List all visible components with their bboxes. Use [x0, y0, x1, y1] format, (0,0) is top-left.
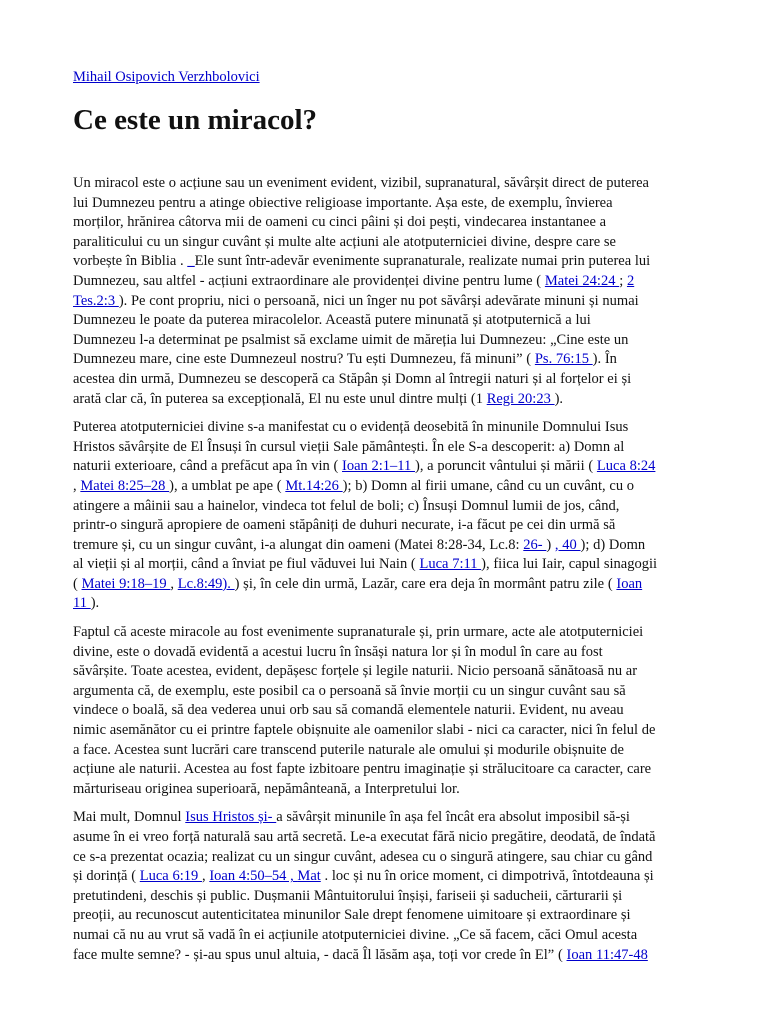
paragraph-text: ), fiica lui Iair, capul sinagogii (	[73, 556, 658, 592]
paragraph	[73, 418, 695, 614]
author-link[interactable]: Mihail Osipovich Verzhbolovici	[73, 69, 260, 85]
paragraph-text: ;	[619, 272, 627, 289]
paragraph-text: ,	[201, 868, 210, 885]
paragraph-text: . loc și nu în orice moment, ci dimpotrivă, întotdeauna și pretutindeni, deschis și public. Dușmanii Mântuitorului înșiși, fariseii și saducheii, cărturarii și preoții, au recunoscut autenticitatea minunilor Sale drept fenomene uimitoare și extraordinare și numai că nu au vrut să vadă în ei acțiunile atotputerniciei divine. „Ce să facem, căci Omul acesta face multe semne? - și-au spus unul altuia, - dacă Îl lăsăm așa, toți vor crede în El” (	[73, 868, 654, 963]
paragraph-text: Ele sunt într-adevăr evenimente supranaturale, realizate numai prin puterea lui Dumnezeu, sau altfel - acțiuni extraordinare ale providenței divine pentru lume (	[73, 253, 651, 289]
reference-link[interactable]: 26-	[523, 536, 547, 553]
paragraph-text: ) și, în cele din urmă, Lazăr, care era deja în mormânt patru zile (	[234, 575, 617, 592]
paragraph-text: ), a poruncit vântului și mării (	[414, 458, 597, 475]
paragraph-text: ); b) Domn al firii umane, când cu un cuvânt, cu o atingere a mâinii sau a hainelor, vindeca tot felul de boli; c) Însuși Domnul lumii de jos, când, printr-o singură apropiere de oameni stăpâniți de duhuri necurate, i-a făcut pe cei din urmă să tremure și, cu un singur cuvânt, i-a alungat din oameni (Matei 8:28-34, Lc.8:	[73, 477, 635, 553]
reference-link[interactable]: Luca 8:24	[596, 458, 656, 475]
reference-link[interactable]: 2 Tes.2:3	[73, 272, 635, 309]
reference-link[interactable]: Luca 6:19	[139, 868, 202, 885]
reference-link[interactable]: Mt.14:26	[285, 477, 343, 494]
paragraph-text: a săvârșit minunile în așa fel încât era absolut imposibil să-și asume în ei vreo forță naturală sau artă secretă. Le-a executat fără nicio pregătire, deodată, de îndată ce s-a prezentat ocazia; realizat cu un singur cuvânt, adesea cu o singură atingere, sau chiar cu gând și dorință (	[73, 809, 656, 885]
paragraph-text: ).	[90, 595, 100, 612]
reference-link[interactable]: Ioan 11:47-48	[566, 946, 648, 963]
paragraph-text: ).	[554, 390, 564, 407]
reference-link[interactable]: Isus Hristos și-	[185, 809, 277, 826]
paragraph	[73, 808, 695, 965]
reference-link[interactable]: _	[187, 253, 195, 270]
paragraph-text: ). Pe cont propriu, nici o persoană, nici un înger nu pot săvârși adevărate minuni și numai Dumnezeu le poate da puterea miracolelor. Această putere minunată și atotputernică a lui Dumnezeu l-a determinat pe psalmist să exclame uimit de măreția lui Dumnezeu: „Cine este un Dumnezeu mare, cine este Dumnezeul nostru? Tu ești Dumnezeu, fă minuni” (	[73, 292, 639, 368]
reference-link[interactable]: Mat	[297, 868, 321, 885]
article-body	[73, 174, 695, 974]
reference-link[interactable]: Matei 24:24	[544, 272, 620, 289]
paragraph-text: ); d) Domn al vieții și al morții, când a înviat pe fiul văduvei lui Nain (	[73, 536, 646, 573]
paragraph	[73, 174, 695, 409]
reference-link[interactable]: Luca 7:11	[419, 556, 482, 573]
paragraph-text: )	[546, 536, 555, 553]
paragraph-text: Mai mult, Domnul	[73, 809, 186, 826]
paragraph-text: ,	[73, 477, 81, 494]
reference-link[interactable]: Matei 8:25–28	[80, 477, 170, 494]
page-title: Ce este un miracol?	[73, 104, 318, 136]
reference-link[interactable]: Ioan 11	[73, 575, 643, 612]
reference-link[interactable]: Ioan 4:50–54 ,	[209, 868, 298, 885]
reference-link[interactable]: Ioan 2:1–11	[342, 458, 415, 475]
paragraph-text: ). În acestea din urmă, Dumnezeu se descoperă ca Stăpân și Domn al întregii naturi și al forțelor ei și arată clar că, în puterea sa excepțională, El nu este unul dintre mulți (1	[73, 351, 632, 407]
paragraph-text: Faptul că aceste miracole au fost evenimente supranaturale și, prin urmare, acte ale atotputerniciei divine, este o dovadă evidentă a acestui lucru în însăși natura lor și în modul în care au fost săvârșite. Toate acestea, evident, depășesc forțele și legile naturii. Nicio persoană sănătoasă nu ar argumenta că, de exemplu, este posibil ca o persoană să învie morții cu un singur cuvânt sau să vindece o boală, să dea vederea unui orb sau să comandă elementele naturii. Evident, nu aveau nimic asemănător cu ei printre faptele obișnuite ale oamenilor slabi - nici ca caracter, nici în felul de a face. Acestea sunt lucrări care transcend puterile naturale ale omului și modurile obișnuite de acțiune ale naturii. Acestea au fost fapte izbitoare pentru imaginație și strălucitoare ca caracter, care mărturiseau originea superioară, nepământeană, a Interpretului lor.	[73, 624, 656, 797]
reference-link[interactable]: Regi 20:23	[486, 390, 555, 407]
reference-link[interactable]: Lc.8:49).	[177, 575, 235, 592]
paragraph-text: Un miracol este o acțiune sau un eveniment evident, vizibil, supranatural, săvârșit direct de puterea lui Dumnezeu pentru a atinge obiective religioase importante. Așa este, de exemplu, învierea morților, hrănirea câtorva mii de oameni cu cinci pâini și doi pești, vindecarea instantanee a paraliticului cu un singur cuvânt și multe alte acțiuni ale atotputerniciei divine, despre care se vorbește în Biblia .	[73, 175, 649, 270]
paragraph-text: ,	[170, 575, 178, 592]
reference-link[interactable]: , 40	[554, 536, 581, 553]
paragraph-text: ), a umblat pe ape (	[169, 477, 286, 494]
paragraph	[73, 623, 695, 799]
reference-link[interactable]: Matei 9:18–19	[81, 575, 171, 592]
reference-link[interactable]: Ps. 76:15	[534, 351, 593, 368]
paragraph-text: Puterea atotputerniciei divine s-a manifestat cu o evidență deosebită în minunile Domnului Isus Hristos săvârșite de El Însuși în cursul vieții Sale pământești. În ele S-a descoperit: a) Domn al naturii exterioare, când a prefăcut apa în vin (	[73, 419, 629, 475]
